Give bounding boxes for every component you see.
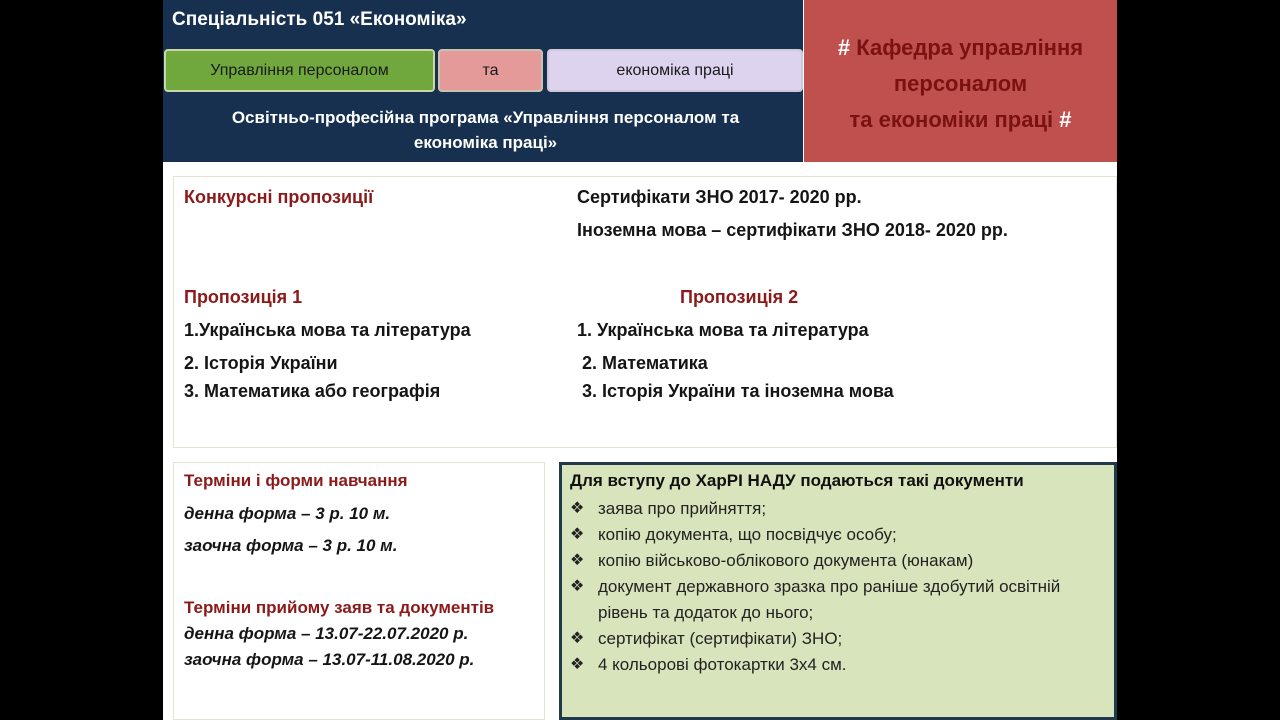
list-item bbox=[570, 548, 1100, 574]
language-certificate-years: Іноземна мова – сертифікати ЗНО 2018- 2020 рр. bbox=[577, 220, 1008, 240]
diamond-bullet-icon: ❖ bbox=[570, 500, 585, 517]
list-item bbox=[570, 522, 1100, 548]
document-item-text: копію військово-облікового документа (юнакам) bbox=[598, 551, 974, 570]
list-item bbox=[570, 652, 1100, 678]
proposal2-title: Пропозиція 2 bbox=[680, 287, 799, 307]
department-title bbox=[804, 30, 1117, 138]
competition-panel bbox=[173, 176, 1117, 448]
program-title-line2: економіка праці» bbox=[413, 133, 558, 152]
proposal2-item: 2. Математика bbox=[582, 353, 708, 373]
document-item-text: заява про прийняття; bbox=[598, 499, 767, 518]
specialty-title: Спеціальність 051 «Економіка» bbox=[172, 9, 467, 30]
list-item bbox=[570, 574, 1100, 626]
department-line2: персоналом bbox=[893, 71, 1028, 96]
diamond-bullet-icon: ❖ bbox=[570, 630, 585, 647]
hash-icon: # bbox=[1059, 107, 1072, 132]
list-item bbox=[570, 626, 1100, 652]
hash-icon: # bbox=[837, 35, 851, 60]
document-item-text: документ державного зразка про раніше здобутий освітній рівень та додаток до нього; bbox=[598, 577, 1061, 622]
diamond-bullet-icon: ❖ bbox=[570, 656, 585, 673]
study-term-day: денна форма – 3 р. 10 м. bbox=[184, 504, 391, 523]
admission-terms-heading: Терміни прийому заяв та документів bbox=[184, 598, 495, 617]
department-line3: та економіки праці bbox=[849, 107, 1054, 132]
specialty-header bbox=[163, 0, 803, 162]
document-item-text: копію документа, що посвідчує особу; bbox=[598, 525, 897, 544]
slide bbox=[163, 0, 1117, 720]
proposal1-item: 2. Історія України bbox=[184, 353, 338, 373]
documents-list bbox=[570, 496, 1100, 678]
study-terms-heading: Терміни і форми навчання bbox=[184, 471, 408, 490]
certificate-years: Сертифікати ЗНО 2017- 2020 рр. bbox=[577, 187, 862, 207]
department-header bbox=[804, 0, 1117, 162]
document-item-text: сертифікат (сертифікати) ЗНО; bbox=[598, 629, 843, 648]
proposal2-item: 3. Історія України та іноземна мова bbox=[582, 381, 894, 401]
admission-term-extramural: заочна форма – 13.07-11.08.2020 р. bbox=[184, 650, 475, 669]
proposal1-item: 1.Українська мова та література bbox=[184, 320, 471, 340]
proposal1-item: 3. Математика або географія bbox=[184, 381, 441, 401]
pill-labor-economics: економіка праці bbox=[547, 49, 803, 92]
document-item-text: 4 кольорові фотокартки 3х4 см. bbox=[598, 655, 847, 674]
diamond-bullet-icon: ❖ bbox=[570, 552, 585, 569]
terms-panel bbox=[173, 462, 545, 720]
proposal1-title: Пропозиція 1 bbox=[184, 287, 303, 307]
department-line1: Кафедра управління bbox=[856, 35, 1084, 60]
pill-and: та bbox=[438, 49, 543, 92]
documents-title: Для вступу до ХарРІ НАДУ подаються такі документи bbox=[570, 471, 1024, 490]
proposal2-item: 1. Українська мова та література bbox=[577, 320, 869, 340]
admission-term-day: денна форма – 13.07-22.07.2020 р. bbox=[184, 624, 469, 643]
program-title-line1: Освітньо-професійна програма «Управління персоналом та bbox=[231, 108, 740, 127]
documents-panel bbox=[559, 462, 1117, 720]
list-item bbox=[570, 496, 1100, 522]
diamond-bullet-icon: ❖ bbox=[570, 578, 585, 595]
program-title bbox=[183, 105, 788, 155]
diamond-bullet-icon: ❖ bbox=[570, 526, 585, 543]
study-term-extramural: заочна форма – 3 р. 10 м. bbox=[184, 536, 398, 555]
competition-heading: Конкурсні пропозиції bbox=[184, 187, 374, 207]
pill-hr-management: Управління персоналом bbox=[164, 49, 435, 92]
